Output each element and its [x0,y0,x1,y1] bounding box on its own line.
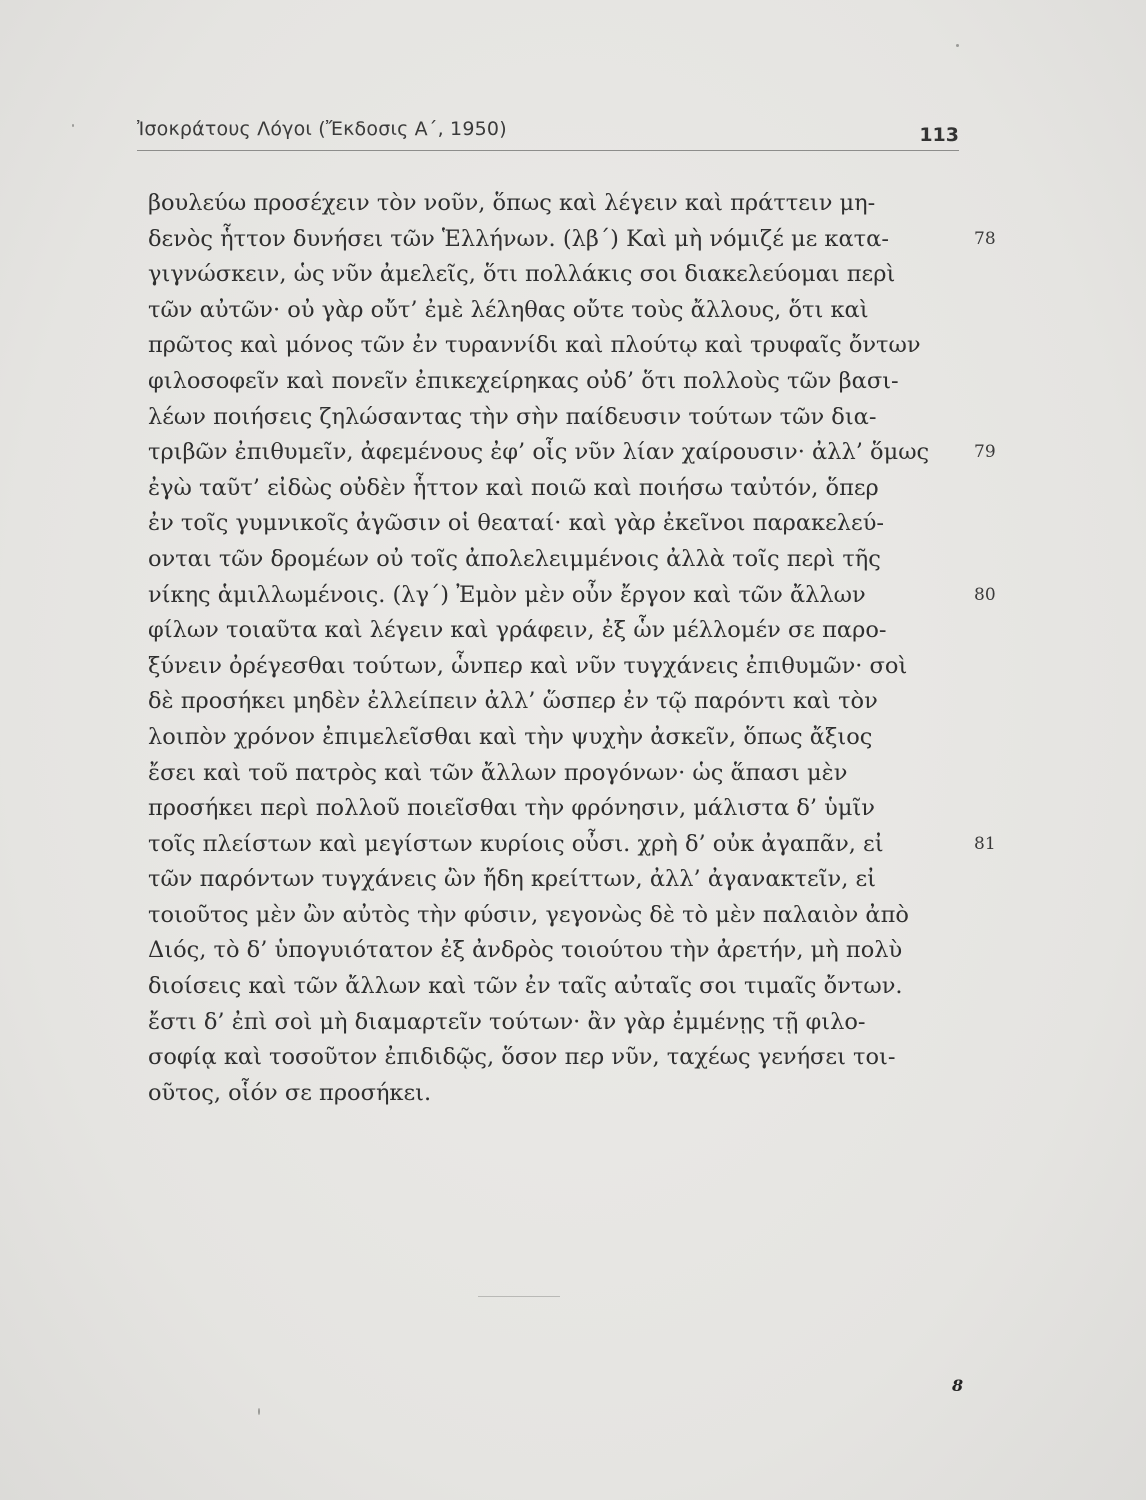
page-number: 113 [919,124,959,146]
text-line: ἔστι δ’ ἐπὶ σοὶ μὴ διαμαρτεῖν τούτων· ἂν γὰρ ἐμμένῃς τῇ φιλο- [148,1008,866,1035]
text-line: δὲ προσήκει μηδὲν ἐλλείπειν ἀλλ’ ὥσπερ ἐν τῷ παρόντι καὶ τὸν [148,688,878,715]
running-head: Ἰσοκράτους Λόγοι (Ἔκδοσις Α΄, 1950) [137,118,507,140]
text-line: δενὸς ἧττον δυνήσει τῶν Ἑλλήνων. (λβ΄) Καὶ μὴ νόμιζέ με κατα- 78 [148,222,968,258]
text-line: φίλων τοιαῦτα καὶ λέγειν καὶ γράφειν, ἐξ ὧν μέλλομέν σε παρο- [148,617,887,644]
text-line: τῶν αὐτῶν· οὐ γὰρ οὔτ’ ἐμὲ λέληθας οὔτε τοὺς ἄλλους, ὅτι καὶ [148,296,869,323]
paper-speck [72,124,74,127]
text-line: προσήκει περὶ πολλοῦ ποιεῖσθαι τὴν φρόνησιν, μάλιστα δ’ ὑμῖν [148,795,875,822]
text-line: λοιπὸν χρόνον ἐπιμελεῖσθαι καὶ τὴν ψυχὴν ἀσκεῖν, ὅπως ἄξιος [148,723,873,750]
body-text [148,186,996,1111]
signature-mark: 8 [952,1376,964,1395]
section-number: 81 [974,833,996,854]
text-line: σοφίᾳ καὶ τοσοῦτον ἐπιδιδῷς, ὅσον περ νῦν, ταχέως γενήσει τοι- [148,1044,896,1071]
text-line: οῦτος, οἷόν σε προσήκει. [148,1079,432,1106]
paper-speck [956,44,959,47]
text-line: λέων ποιήσεις ζηλώσαντας τὴν σὴν παίδευσιν τούτων τῶν δια- [148,403,877,430]
section-number: 79 [974,442,996,463]
header-rule [137,150,959,151]
text-line: ἐγὼ ταῦτ’ εἰδὼς οὐδὲν ἧττον καὶ ποιῶ καὶ ποιήσω ταὐτόν, ὅπερ [148,474,879,501]
text-line: ἐν τοῖς γυμνικοῖς ἀγῶσιν οἱ θεαταί· καὶ γὰρ ἐκεῖνοι παρακελεύ- [148,510,884,537]
text-line: διοίσεις καὶ τῶν ἄλλων καὶ τῶν ἐν ταῖς αὐταῖς σοι τιμαῖς ὄντων. [148,973,903,1000]
text-line: ἔσει καὶ τοῦ πατρὸς καὶ τῶν ἄλλων προγόνων· ὡς ἅπασι μὲν [148,759,848,786]
text-line: ονται τῶν δρομέων οὐ τοῖς ἀπολελειμμένοις ἀλλὰ τοῖς περὶ τῆς [148,545,881,572]
text-line: νίκης ἁμιλλωμένοις. (λγ΄) Ἐμὸν μὲν οὖν ἔργον καὶ τῶν ἄλλων 80 [148,578,968,614]
text-line: τοῖς πλείστων καὶ μεγίστων κυρίοις οὖσι. χρὴ δ’ οὐκ ἀγαπᾶν, εἰ 81 [148,827,968,863]
text-line: γιγνώσκειν, ὡς νῦν ἀμελεῖς, ὅτι πολλάκις σοι διακελεύομαι περὶ [148,261,896,288]
text-line: βουλεύω προσέχειν τὸν νοῦν, ὅπως καὶ λέγειν καὶ πράττειν μη- [148,190,876,216]
paper-speck [258,1408,260,1415]
text-line: τριβῶν ἐπιθυμεῖν, ἀφεμένους ἐφ’ οἷς νῦν λίαν χαίρουσιν· ἀλλ’ ὅμως 79 [148,435,968,471]
section-number: 80 [974,584,996,605]
text-line: τῶν παρόντων τυγχάνεις ὢν ἤδη κρείττων, ἀλλ’ ἀγανακτεῖν, εἰ [148,866,876,893]
footer-rule [478,1296,560,1297]
text-line: τοιοῦτος μὲν ὢν αὐτὸς τὴν φύσιν, γεγονὼς δὲ τὸ μὲν παλαιὸν ἀπὸ [148,901,909,928]
text-line: φιλοσοφεῖν καὶ πονεῖν ἐπικεχείρηκας οὐδ’ ὅτι πολλοὺς τῶν βασι- [148,367,899,394]
text-line: Διός, τὸ δ’ ὑπογυιότατον ἐξ ἀνδρὸς τοιούτου τὴν ἀρετήν, μὴ πολὺ [148,937,903,964]
section-number: 78 [974,228,996,249]
text-line: πρῶτος καὶ μόνος τῶν ἐν τυραννίδι καὶ πλούτῳ καὶ τρυφαῖς ὄντων [148,332,921,359]
page-header [137,118,959,150]
text-line: ξύνειν ὀρέγεσθαι τούτων, ὧνπερ καὶ νῦν τυγχάνεις ἐπιθυμῶν· σοὶ [148,652,908,679]
